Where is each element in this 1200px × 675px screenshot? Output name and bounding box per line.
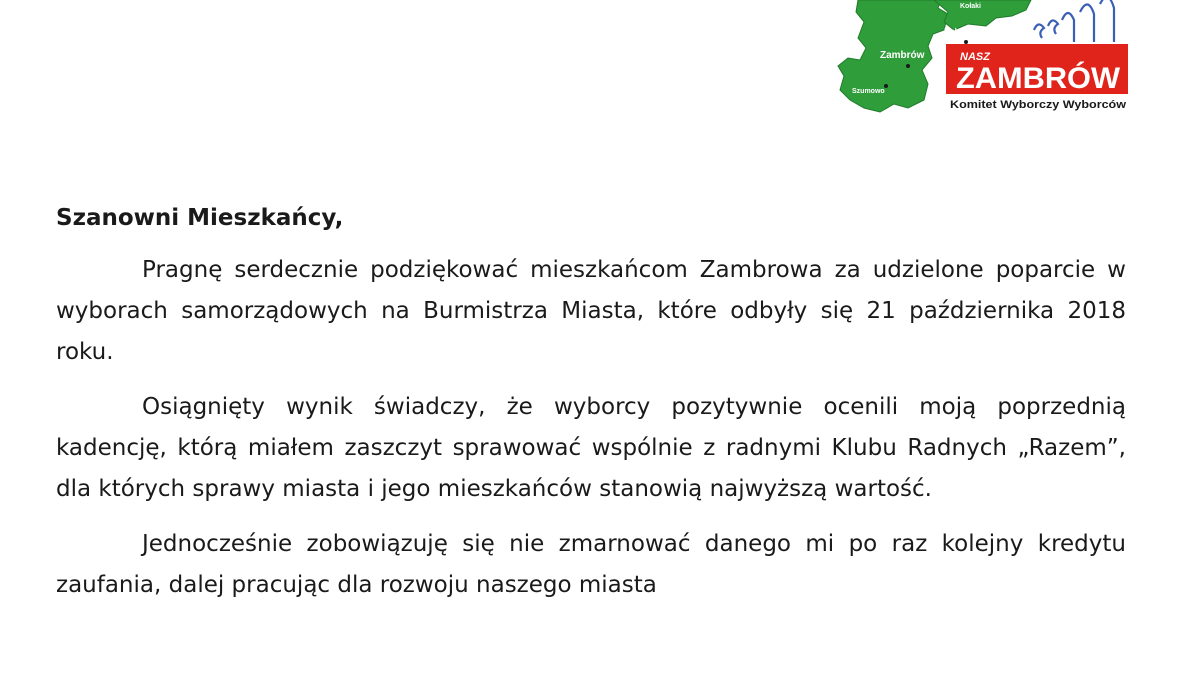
map-region-north-icon [934, 0, 1031, 30]
committee-text: Komitet Wyborczy Wyborców [950, 99, 1127, 111]
brand-large-text: ZAMBRÓW [956, 62, 1116, 95]
town-dot-icon [964, 40, 968, 44]
town-label: Zambrów [880, 50, 925, 61]
town-label: Szumowo [852, 88, 885, 95]
town-label: Kołaki [960, 3, 982, 10]
letter-paragraph: Pragnę serdecznie podziękować mieszkańcom Zambrowa za udzielone poparcie w wyborach samorządowych na Burmistrza Miasta, które odbyły się 21 października 2018 roku. [56, 257, 1126, 365]
letter-body [56, 198, 1126, 620]
town-dot-icon [906, 64, 910, 68]
brand-small-text: NASZ [960, 51, 990, 63]
town-label: Kołaki [944, 27, 969, 36]
nasz-zambrow-logo [836, 0, 1136, 118]
letter-paragraph: Osiągnięty wynik świadczy, że wyborcy pozytywnie ocenili moją poprzednią kadencję, którą miałem zaszczyt sprawować wspólnie z radnymi Klubu Radnych „Razem”, dla których sprawy miasta i jego mieszkańców stanowią najwyższą wartość. [56, 394, 1126, 502]
letter-paragraph: Jednocześnie zobowiązuję się nie zmarnować danego mi po raz kolejny kredytu zaufania, dalej pracując dla rozwoju naszego miasta [56, 531, 1126, 598]
town-dot-icon [884, 84, 888, 88]
swirl-decoration-icon [1034, 0, 1114, 42]
letter-greeting: Szanowni Mieszkańcy, [56, 205, 344, 231]
